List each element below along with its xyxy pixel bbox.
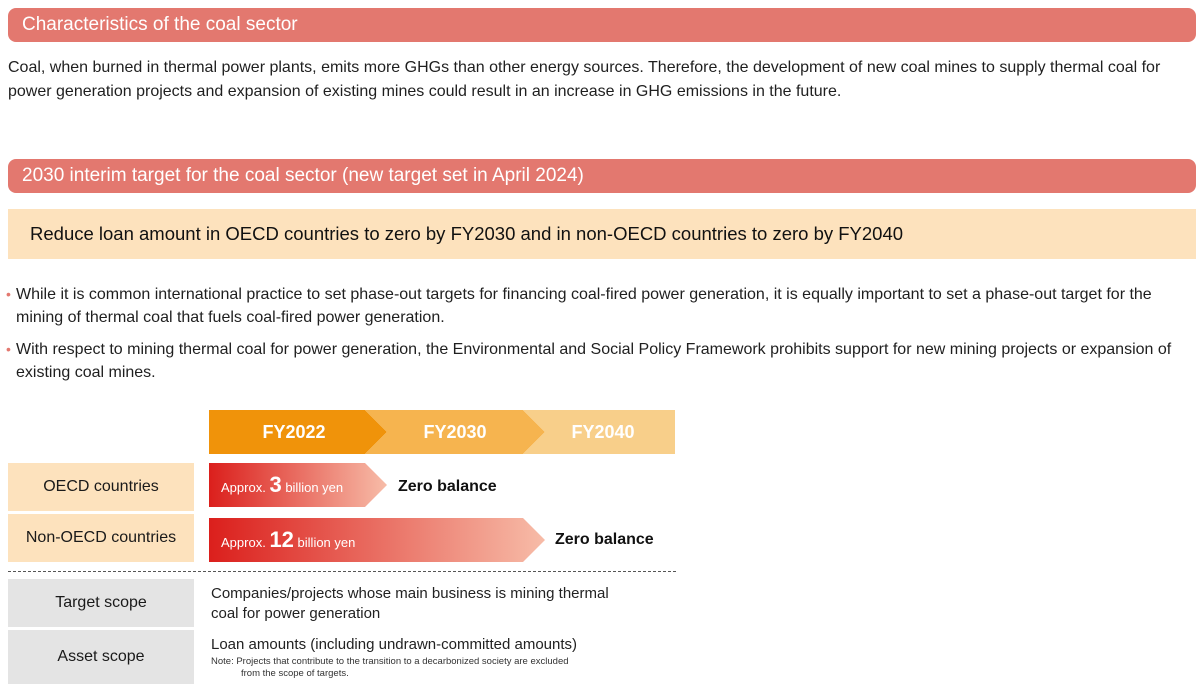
non-oecd-amount xyxy=(221,527,355,553)
oecd-label xyxy=(8,463,194,511)
oecd-label-text: OECD countries xyxy=(43,478,159,495)
asset-scope-note-line-2: from the scope of targets. xyxy=(241,668,349,679)
target-scope-label xyxy=(8,579,194,627)
target-scope-label-text: Target scope xyxy=(55,594,147,611)
asset-scope-label-text: Asset scope xyxy=(57,648,145,665)
section-header-characteristics: Characteristics of the coal sector xyxy=(8,8,1196,42)
target-scope-text-line-2: coal for power generation xyxy=(211,605,381,622)
characteristics-paragraph: Coal, when burned in thermal power plants, emits more GHGs than other energy sources. Therefore, the development of new coal mines to supply thermal coal for power generation projects and expansion of existing mines could result in an increase in GHG emissions in the future. xyxy=(8,59,1161,100)
target-statement: Reduce loan amount in OECD countries to zero by FY2030 and in non-OECD countries to zero by FY2040 xyxy=(30,223,904,244)
asset-scope-label xyxy=(8,630,194,684)
asset-scope-note-line-1: Note: Projects that contribute to the transition to a decarbonized society are excluded xyxy=(211,656,569,667)
oecd-amount xyxy=(221,472,343,498)
target-scope-text-line-1: Companies/projects whose main business is mining thermal xyxy=(211,585,609,602)
non-oecd-amount-prefix: Approx. xyxy=(221,535,266,550)
non-oecd-amount-value: 12 xyxy=(269,527,294,552)
bullet-item xyxy=(6,283,1192,329)
non-oecd-zero-balance: Zero balance xyxy=(555,531,654,548)
fy2040-label: FY2040 xyxy=(571,422,635,442)
bullet-text: While it is common international practice to set phase-out targets for financing coal-fired power generation, it is equally important to set a phase-out target for the mining of thermal coal that fuels coal-fired power generation. xyxy=(16,286,1152,326)
fy2030-label: FY2030 xyxy=(423,422,487,442)
bullet-dot-icon: • xyxy=(6,341,11,357)
fy2022-label: FY2022 xyxy=(262,422,326,442)
oecd-amount-prefix: Approx. xyxy=(221,480,266,495)
dashed-divider xyxy=(8,571,676,572)
target-statement-box xyxy=(8,209,1196,259)
section-header-interim-target: 2030 interim target for the coal sector (new target set in April 2024) xyxy=(8,159,1196,193)
oecd-amount-value: 3 xyxy=(269,472,282,497)
non-oecd-label xyxy=(8,514,194,562)
non-oecd-label-text: Non-OECD countries xyxy=(25,529,177,546)
bullet-dot-icon: • xyxy=(6,286,11,302)
bullet-text: With respect to mining thermal coal for power generation, the Environmental and Social Policy Framework prohibits support for new mining projects or expansion of existing coal mines. xyxy=(16,341,1172,381)
bullet-item xyxy=(6,338,1192,384)
oecd-amount-unit: billion yen xyxy=(285,480,344,495)
oecd-zero-balance: Zero balance xyxy=(398,478,497,495)
non-oecd-amount-unit: billion yen xyxy=(297,535,356,550)
asset-scope-text: Loan amounts (including undrawn-committed amounts) xyxy=(211,636,578,653)
